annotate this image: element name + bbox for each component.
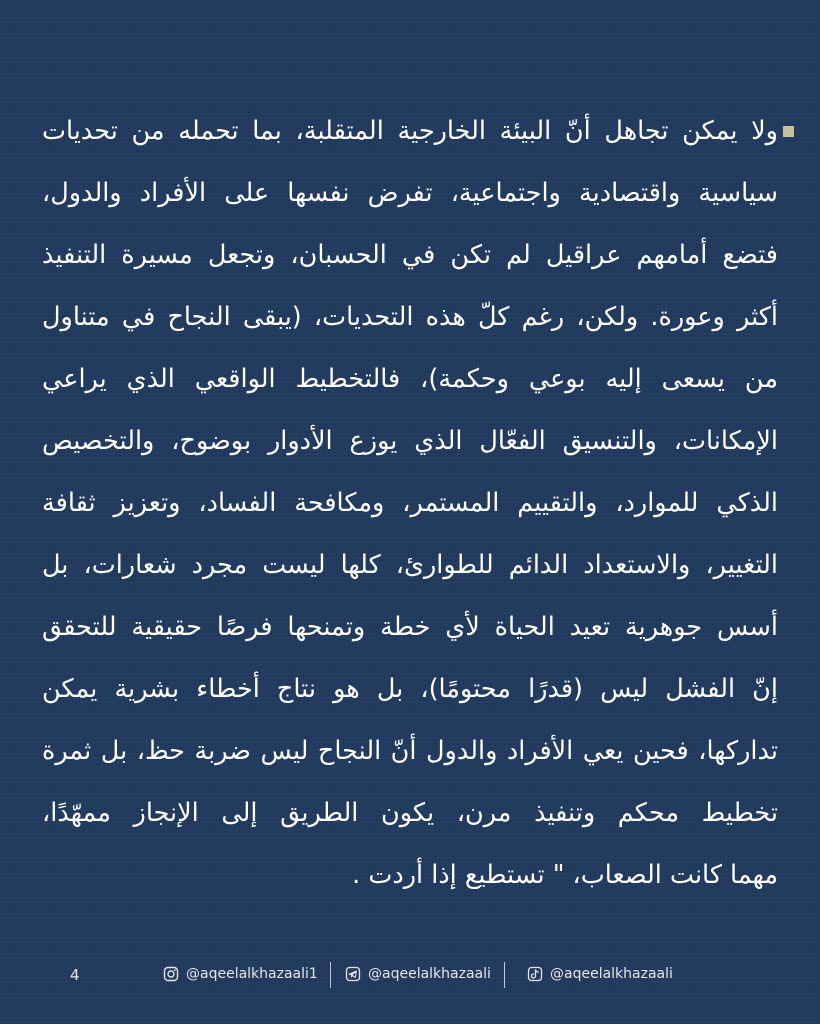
text-line: أسس جوهرية تعيد الحياة لأي خطة وتمنحها فرصًا حقيقية للتحقق xyxy=(42,612,778,642)
text-line: سياسية واقتصادية واجتماعية، تفرض نفسها على الأفراد والدول، xyxy=(42,178,778,208)
tiktok-handle[interactable] xyxy=(527,966,673,982)
tiktok-icon xyxy=(527,966,543,982)
text-line: من يسعى إليه بوعي وحكمة)، فالتخطيط الواقعي الذي يراعي xyxy=(42,364,778,394)
text-line: ولا يمكن تجاهل أنّ البيئة الخارجية المتقلبة، بما تحمله من تحديات xyxy=(42,116,778,146)
instagram-icon xyxy=(163,966,179,982)
text-line: أكثر وعورة. ولكن، رغم كلّ هذه التحديات، (يبقى النجاح في متناول xyxy=(42,302,778,332)
text-line: إنّ الفشل ليس (قدرًا محتومًا)، بل هو نتاج أخطاء بشرية يمكن xyxy=(42,674,778,704)
footer-divider xyxy=(330,962,331,988)
text-line: التغيير، والاستعداد الدائم للطوارئ، كلها ليست مجرد شعارات، بل xyxy=(42,550,778,580)
telegram-handle-text: @aqeelalkhazaali xyxy=(368,966,491,982)
text-line: تداركها، فحين يعي الأفراد والدول أنّ النجاح ليس ضربة حظ، بل ثمرة xyxy=(42,736,778,766)
instagram-handle-text: @aqeelalkhazaali1 xyxy=(186,966,318,982)
text-line: الإمكانات، والتنسيق الفعّال الذي يوزع الأدوار بوضوح، والتخصيص xyxy=(42,426,778,456)
bullet-marker xyxy=(783,126,794,137)
page-number: 4 xyxy=(70,966,80,984)
text-line: الذكي للموارد، والتقييم المستمر، ومكافحة الفساد، وتعزيز ثقافة xyxy=(42,488,778,518)
text-line: فتضع أمامهم عراقيل لم تكن في الحسبان، وتجعل مسيرة التنفيذ xyxy=(42,240,778,270)
telegram-icon xyxy=(345,966,361,982)
body-paragraph xyxy=(42,100,778,906)
footer-divider xyxy=(504,962,505,988)
footer xyxy=(0,960,820,996)
instagram-handle[interactable] xyxy=(163,966,318,982)
text-line: تخطيط محكم وتنفيذ مرن، يكون الطريق إلى الإنجاز ممهّدًا، xyxy=(42,798,778,828)
tiktok-handle-text: @aqeelalkhazaali xyxy=(550,966,673,982)
text-line-last: مهما كانت الصعاب، " تستطيع إذا أردت . xyxy=(352,860,778,890)
telegram-handle[interactable] xyxy=(345,966,491,982)
